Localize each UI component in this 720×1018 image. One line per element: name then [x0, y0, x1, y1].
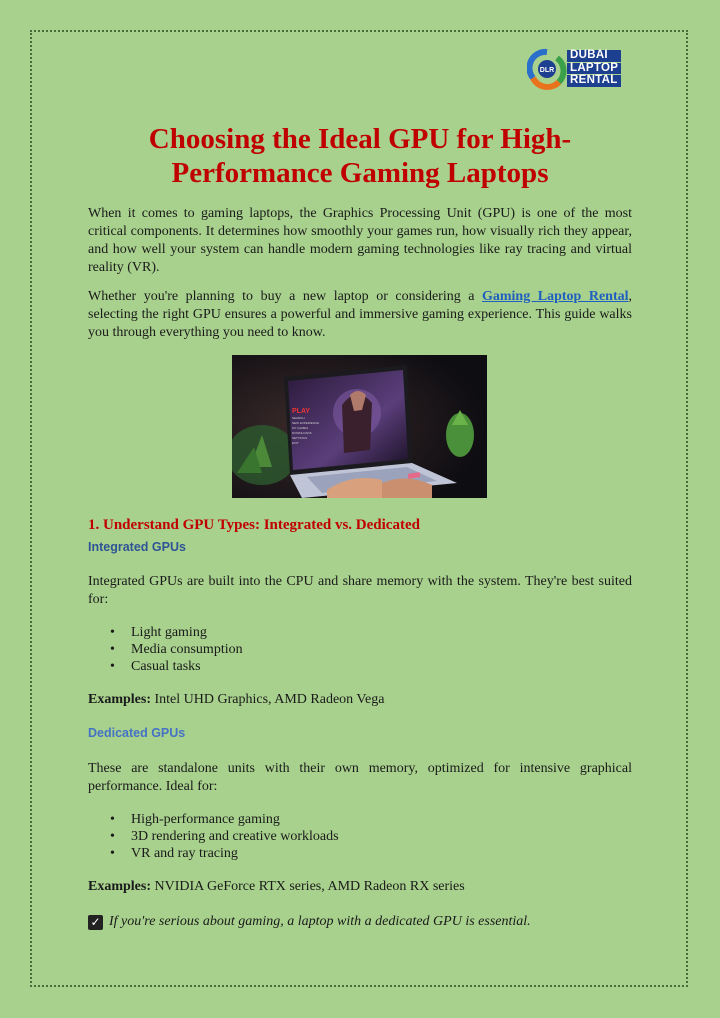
hero-menu-item: SETTINGS: [292, 436, 308, 440]
page-title: Choosing the Ideal GPU for High-Performance Gaming Laptops: [148, 123, 572, 189]
hero-menu-item: SEARCH: [292, 416, 305, 420]
logo-line-3: RENTAL: [567, 75, 621, 87]
hero-menu-item: DOWNLOADS: [292, 431, 312, 435]
section-heading-gpu-types: 1. Understand GPU Types: Integrated vs. Dedicated: [88, 517, 420, 533]
rental-paragraph: [88, 288, 632, 342]
subheading-dedicated-gpus: Dedicated GPUs: [88, 726, 186, 740]
hero-play-text: PLAY: [292, 408, 311, 415]
logo-line-2: LAPTOP: [567, 63, 621, 75]
list-item: • Casual tasks: [110, 658, 243, 675]
subheading-integrated-gpus: Integrated GPUs: [88, 540, 186, 554]
integrated-gpus-list: [110, 624, 243, 675]
dedicated-gpu-tip: [88, 913, 531, 931]
list-item: • 3D rendering and creative workloads: [110, 828, 339, 845]
logo-wordmark: [567, 50, 621, 88]
intro-paragraph: When it comes to gaming laptops, the Graphics Processing Unit (GPU) is one of the most critical components. It determines how smoothly your games run, how visually rich they appear, and how well your system can handle modern gaming technologies like ray tracing and virtual reality (VR).: [88, 206, 632, 275]
dedicated-gpus-paragraph: These are standalone units with their own memory, optimized for intensive graphical performance. Ideal for:: [88, 761, 632, 794]
rental-paragraph-before: Whether you're planning to buy a new laptop or considering a: [88, 289, 482, 304]
hero-menu-item: EXIT: [292, 441, 299, 445]
list-item: • High-performance gaming: [110, 811, 339, 828]
dedicated-examples: [88, 878, 465, 896]
rental-paragraph-after: , selecting the right GPU ensures a powerful and immersive gaming experience. This guide walks you through everything you need to know.: [88, 289, 632, 340]
gaming-laptop-photo: [232, 355, 487, 498]
list-item: • VR and ray tracing: [110, 845, 339, 862]
integrated-gpus-paragraph: Integrated GPUs are built into the CPU and share memory with the system. They're best suited for:: [88, 574, 632, 607]
logo-mark-text: DLR: [539, 67, 555, 74]
hero-menu-item: MY GAMES: [292, 426, 309, 430]
list-item: • Media consumption: [110, 641, 243, 658]
examples-label: Examples:: [88, 692, 151, 707]
examples-text: NVIDIA GeForce RTX series, AMD Radeon RX series: [151, 879, 465, 894]
gaming-laptop-rental-link[interactable]: Gaming Laptop Rental: [481, 289, 629, 304]
dedicated-gpus-list: [110, 811, 339, 862]
logo-line-1: DUBAI: [567, 50, 621, 62]
checkmark-icon: ✓: [88, 915, 103, 930]
logo-mark-icon: [527, 48, 567, 92]
tip-text: If you're serious about gaming, a laptop with a dedicated GPU is essential.: [109, 914, 531, 929]
integrated-examples: [88, 691, 384, 709]
examples-label: Examples:: [88, 879, 151, 894]
examples-text: Intel UHD Graphics, AMD Radeon Vega: [151, 692, 385, 707]
dubai-laptop-rental-logo[interactable]: [527, 48, 627, 92]
hero-menu-item: NEW EXPERIENCE: [292, 421, 320, 425]
list-item: • Light gaming: [110, 624, 243, 641]
